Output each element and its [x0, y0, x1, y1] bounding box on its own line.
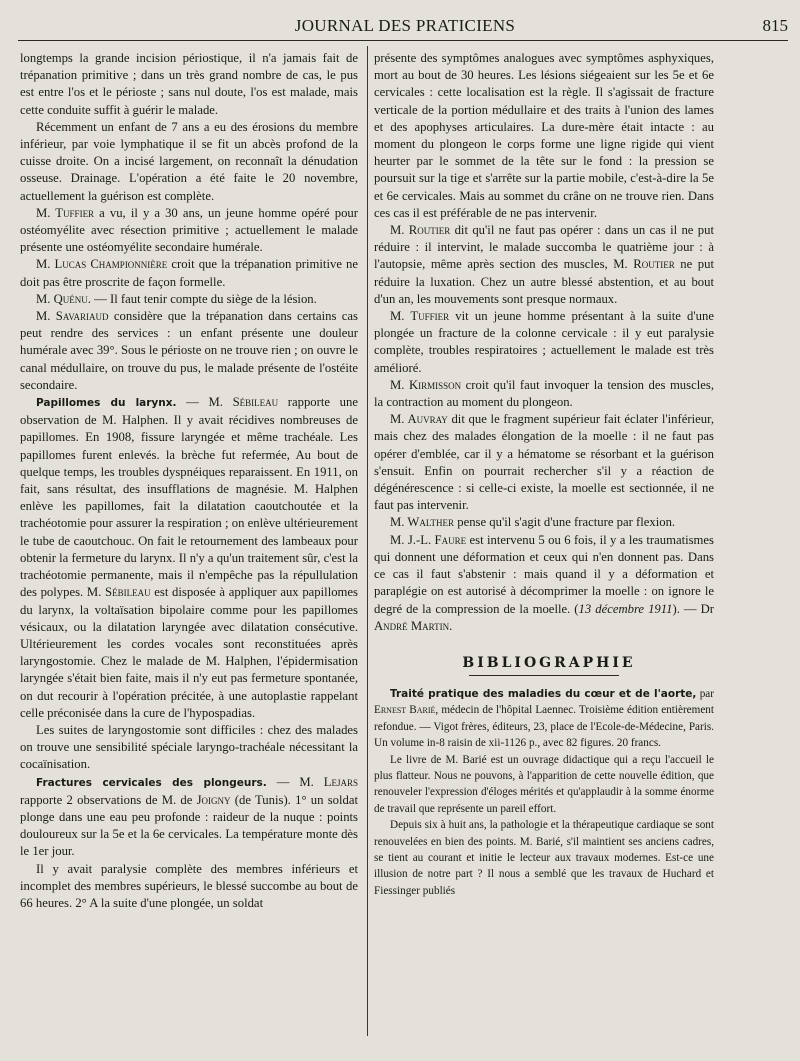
- paragraph-text: a vu, il y a 30 ans, un jeune homme opéré pour ostéomyélite avec résection primitive ; actuellement le malade présente une ostéomyélite secondaire humérale.: [20, 205, 358, 255]
- session-date: 13 décembre 1911: [578, 601, 673, 616]
- speaker-name: M. Sébileau: [86, 585, 151, 600]
- review-paragraph: Depuis six à huit ans, la pathologie et la thérapeutique cardiaque se sont renouvelées en bien des points. M. Barié, s'il maintient ses anciens cadres, se tient au courant et initie le lecteur aux travaux modernes. Est-ce une illusion de notre part ? Il nous a semblé que les travaux de Huchard et Fiessinger publiés: [374, 819, 714, 897]
- speaker-name: M. Quénu.: [36, 291, 91, 306]
- bibliography-entry: [374, 686, 714, 752]
- bibliography-heading: BIBLIOGRAPHIE: [462, 654, 636, 671]
- speaker-name: M. Walther: [390, 515, 455, 530]
- book-title: Traité pratique des maladies du cœur et de l'aorte,: [390, 687, 697, 700]
- paragraph-text: dit que le fragment supérieur fait éclater l'inférieur, mais chez des malades élongation de la moelle : il ne faut pas opérer d'emblée, car il y a hématome se résorbant et la guérison s'ensuit. Enfin on pourrait rechercher s'il y a réaction de dégénérescence : si celle-ci existe, la moelle est sectionnée, il ne faut pas intervenir.: [374, 412, 714, 513]
- by-text: par: [696, 687, 714, 700]
- paragraph: [20, 256, 358, 290]
- paragraph-text: (de Tunis). 1° un soldat plonge dans une eau peu profonde : raideur de la nuque : points douloureux sur la 5e et la 6e cervicales. La température monte dès le 1er jour.: [20, 792, 358, 859]
- paragraph-text: — Il faut tenir compte du siège de la lésion.: [90, 291, 317, 306]
- speaker-name: M. Tuffier: [36, 205, 95, 220]
- speaker-name: M. Auvray: [390, 412, 448, 427]
- paragraph: [374, 377, 714, 411]
- paragraph-text: ne put réduire la luxation. Chez un autre blessé abstention, et au bout d'un an, les mouvements sont presque normaux.: [374, 257, 714, 306]
- speaker-name: M. Routier: [613, 257, 675, 272]
- paragraph-text: vit un jeune homme présentant à la suite d'une plongée un fracture de la colonne cervicale : il y eut paralysie complète, troubles respiratoires ; actuellement le malade est très amélioré.: [374, 309, 714, 375]
- paragraph-text: croit qu'il faut invoquer la tension des muscles, la contraction au moment du plongeon.: [374, 377, 714, 410]
- paragraph: [374, 308, 714, 377]
- section-rubric: Fractures cervicales des plongeurs.: [36, 776, 267, 789]
- speaker-name: M. Kirmisson: [390, 377, 462, 392]
- section-rubric: Papillomes du larynx.: [36, 397, 177, 410]
- author-signature: André Martin.: [374, 618, 453, 633]
- paragraph-text: pense qu'il s'agit d'une fracture par flexion.: [454, 515, 676, 530]
- book-details: , médecin de l'hôpital Laennec. Troisième édition entièrement refondue. — Vigot frères, éditeurs, 23, place de l'Ecole-de-Médecine, Paris. Un volume in-8 raisin de xii-1126 p., avec 82 figures. 20 francs.: [374, 704, 715, 750]
- paragraph: [20, 205, 358, 257]
- running-head: [20, 14, 790, 38]
- speaker-name: M. Lucas Championnière: [36, 257, 168, 272]
- paragraph-text: dit qu'il ne faut pas opérer : dans un cas il ne put réduire : il intervint, le malade succomba le quatrième jour : à l'autopsie, même après section des muscles,: [374, 223, 714, 272]
- paragraph: [20, 291, 358, 308]
- paragraph: [20, 308, 358, 394]
- dash: —: [176, 395, 209, 410]
- journal-title: JOURNAL DES PRATICIENS: [294, 16, 516, 35]
- paragraph-text: ). — Dr: [672, 601, 714, 616]
- speaker-name: M. Sébileau: [208, 395, 279, 410]
- paragraph: Il y avait paralysie complète des membres inférieurs et incomplet des membres supérieurs, le blessé succombe au bout de 66 heures. 2° A la suite d'une plongée, un soldat: [20, 861, 358, 910]
- speaker-name: M. J.-L. Faure: [390, 532, 467, 547]
- speaker-name: Joigny: [196, 792, 231, 807]
- book-author: Ernest Barié: [374, 704, 436, 717]
- paragraph: [374, 514, 714, 531]
- column-divider: [367, 46, 368, 1036]
- paragraph: [374, 532, 714, 635]
- right-column: [374, 50, 714, 899]
- page-number: 815: [762, 16, 788, 35]
- paragraph-text: considère que la trépanation dans certains cas peut rendre des services : un enfant présente une douleur humérale avec 39°. Sous le périoste on ne trouve rien ; on ouvre le canal médullaire, on trouve du pus, le malade présente de l'ostéite secondaire.: [20, 309, 358, 392]
- header-rule: [18, 40, 788, 41]
- paragraph: présente des symptômes analogues avec symptômes asphyxiques, mort au bout de 30 heures. Les lésions siégeaient sur les 5e et 6e cervicales : cette localisation est la règle. Il s'agissait de fracture verticale de la portion médullaire et des traits à l'union des lames et des apophyses articulaires. La dure-mère était intacte : au moment du plongeon le corps forme une ligne rigide qui vient heurter par le sommet de la tête sur le fond : la pression se poursuit sur la tige et s'arrête sur la partie mobile, c'est-à-dire la 5e et 6e cervicales. Mais au sommet du crâne on ne trouve rien. Dans ces cas il est préférable de ne pas intervenir.: [374, 51, 714, 220]
- paragraph-text: est disposée à appliquer aux papillomes du larynx, la voltaïsation bipolaire comme pour les papillomes vésicaux, ou la dilatation laryngée avec dilatation consécutive. Ultérieurement les cordes vocales sont reconstituées après laryngostomie. Chez le malade de M. Halphen, l'épidermisation laryngée s'était bien faite, mais il n'y eut pas fermeture spontanée, on dut recourir à l'opération précitée, à une autoplastie rappelant celle préconisée dans la cure de l'hypospadias.: [20, 585, 358, 720]
- bibliography-rule: [469, 675, 619, 676]
- speaker-name: M. Lejars: [299, 774, 359, 789]
- paragraph: Les suites de laryngostomie sont difficiles : chez des malades on trouve une sensibilité spéciale laryngo-trachéale nécessitant la cocaïnisation.: [20, 722, 358, 772]
- paragraph: Récemment un enfant de 7 ans a eu des érosions du membre inférieur, par voie lymphatique il se fit un abcès profond de la cuisse droite. On a incisé largement, on reconnaît la dénudation osseuse. Drainage. L'opération a été faite le 20 novembre, actuellement la guérison est complète.: [20, 119, 358, 203]
- paragraph: [20, 394, 358, 722]
- dash: —: [266, 774, 300, 789]
- paragraph-text: rapporte une observation de M. Halphen. Il y avait récidives nombreuses de papillomes. En 1908, fissure laryngée et même trachéale. Les papillomes furent enlevés. la brèche fut refermée, Au bout de quelque temps, les troubles dyspnéiques reparaissent. En 1911, on fait, sans résultat, des insufflations de magnésie. M. Halphen enlève les papillomes, fait la dilatation caoutchoutée et la trachéotomie pour assurer la respiration ; on enlève ultérieurement le tube de caoutchouc. On fait le retournement des lambeaux pour obtenir la fermeture du larynx. Il n'y a qu'un traitement sûr, c'est la trachéotomie permanente, mais il n'empêche pas la répullulation des polypes.: [20, 395, 358, 600]
- paragraph: [374, 411, 714, 514]
- paragraph-text: est intervenu 5 ou 6 fois, il y a les traumatismes qui donnent une déformation et ceux qui n'en donnent pas. Dans ce cas il faut s'abstenir : mais quand il y a déformation et paraplégie on est autorisé à décomprimer la moelle : on ignore le degré de la compression de la moelle. (: [374, 532, 714, 616]
- paragraph: [374, 222, 714, 308]
- paragraph-text: croit que la trépanation primitive ne doit pas être proscrite de façon formelle.: [20, 257, 358, 289]
- speaker-name: M. Routier: [390, 223, 451, 238]
- paragraph-text: rapporte 2 observations de M. de: [20, 792, 197, 807]
- speaker-name: M. Savariaud: [36, 309, 109, 324]
- paragraph: longtemps la grande incision périostique, il n'a jamais fait de trépanation primitive ; dans un très grand nombre de cas, le pus est entre l'os et le périoste ; sans nul doute, l'os est malade, mais cette conduite suffit à guérir le malade.: [20, 51, 358, 117]
- paragraph: [20, 774, 358, 861]
- review-paragraph: Le livre de M. Barié est un ouvrage didactique qui a reçu l'accueil le plus flatteur. Nous ne pouvons, à l'apparition de cette nouvelle édition, que renouveler l'expression d'éloges mérités et qu'applaudir à la somme énorme de travail que représente un pareil effort.: [374, 753, 714, 815]
- left-column: [20, 50, 358, 912]
- speaker-name: M. Tuffier: [390, 309, 450, 324]
